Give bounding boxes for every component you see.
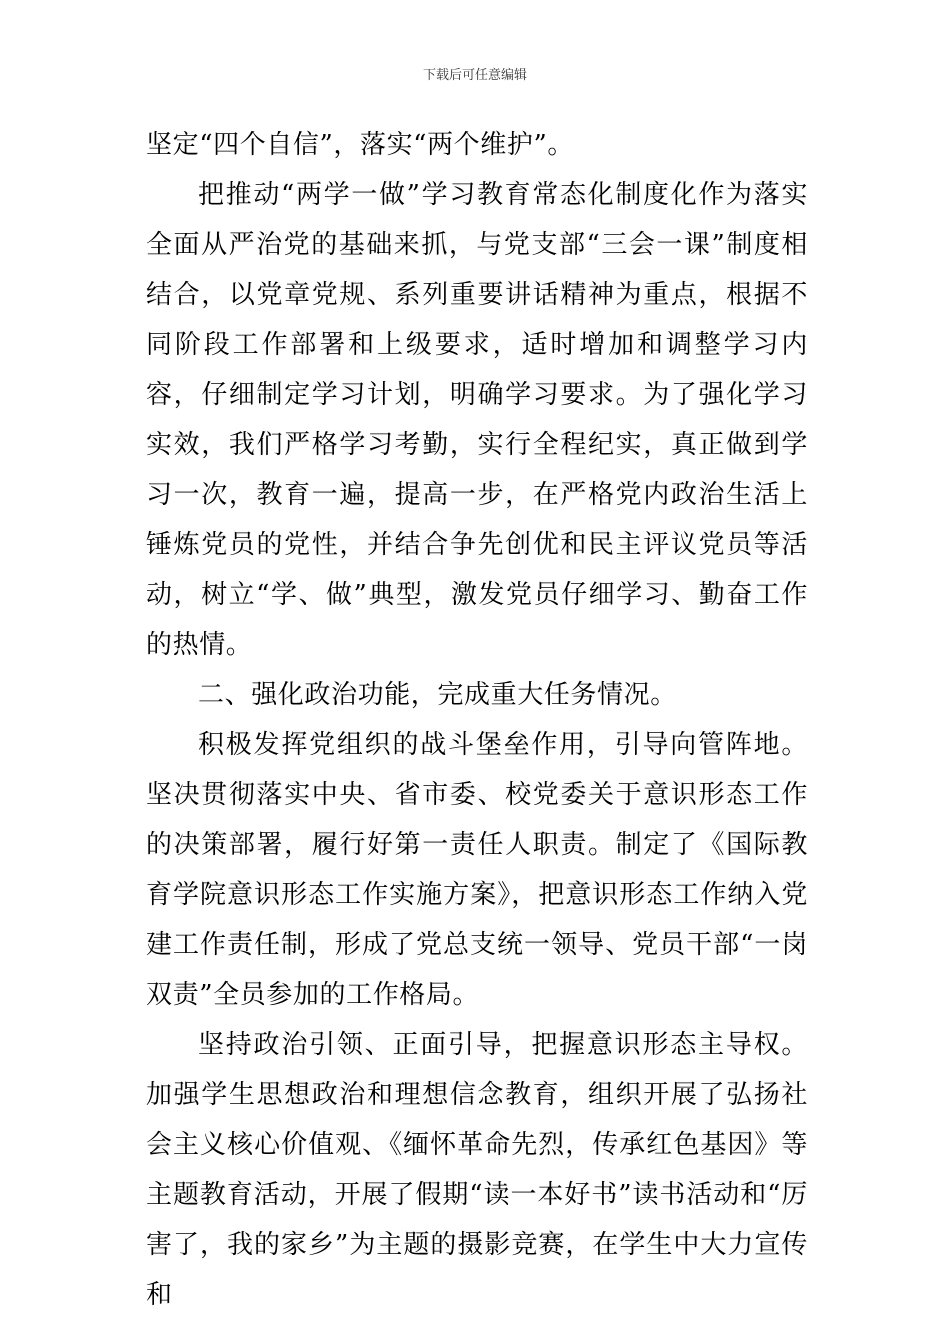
paragraph-4: 坚持政治引领、正面引导，把握意识形态主导权。加强学生思想政治和理想信念教育，组织开展了弘扬社会主义核心价值观、《缅怀革命先烈，传承红色基因》等主题教育活动，开展了假期“读一本好书”读书活动和“厉害了，我的家乡”为主题的摄影竞赛，在学生中大力宣传和 <box>146 1030 808 1310</box>
paragraph-3: 积极发挥党组织的战斗堡垒作用，引导向管阵地。坚决贯彻落实中央、省市委、校党委关于意识形态工作的决策部署，履行好第一责任人职责。制定了《国际教育学院意识形态工作实施方案》，把意识形态工作纳入党建工作责任制，形成了党总支统一领导、党员干部“一岗双责”全员参加的工作格局。 <box>146 730 808 1010</box>
page-header: 下载后可任意编辑 <box>422 68 527 83</box>
section-heading: 二、强化政治功能，完成重大任务情况。 <box>198 680 677 710</box>
document-body <box>146 120 808 1320</box>
paragraph-2: 把推动“两学一做”学习教育常态化制度化作为落实全面从严治党的基础来抓，与党支部“三会一课”制度相结合，以党章党规、系列重要讲话精神为重点，根据不同阶段工作部署和上级要求，适时增加和调整学习内容，仔细制定学习计划，明确学习要求。为了强化学习实效，我们严格学习考勤，实行全程纪实，真正做到学习一次，教育一遍，提高一步，在严格党内政治生活上锤炼党员的党性，并结合争先创优和民主评议党员等活动，树立“学、做”典型，激发党员仔细学习、勤奋工作的热情。 <box>146 180 808 660</box>
paragraph-1: 坚定“四个自信”，落实“两个维护”。 <box>146 130 574 160</box>
